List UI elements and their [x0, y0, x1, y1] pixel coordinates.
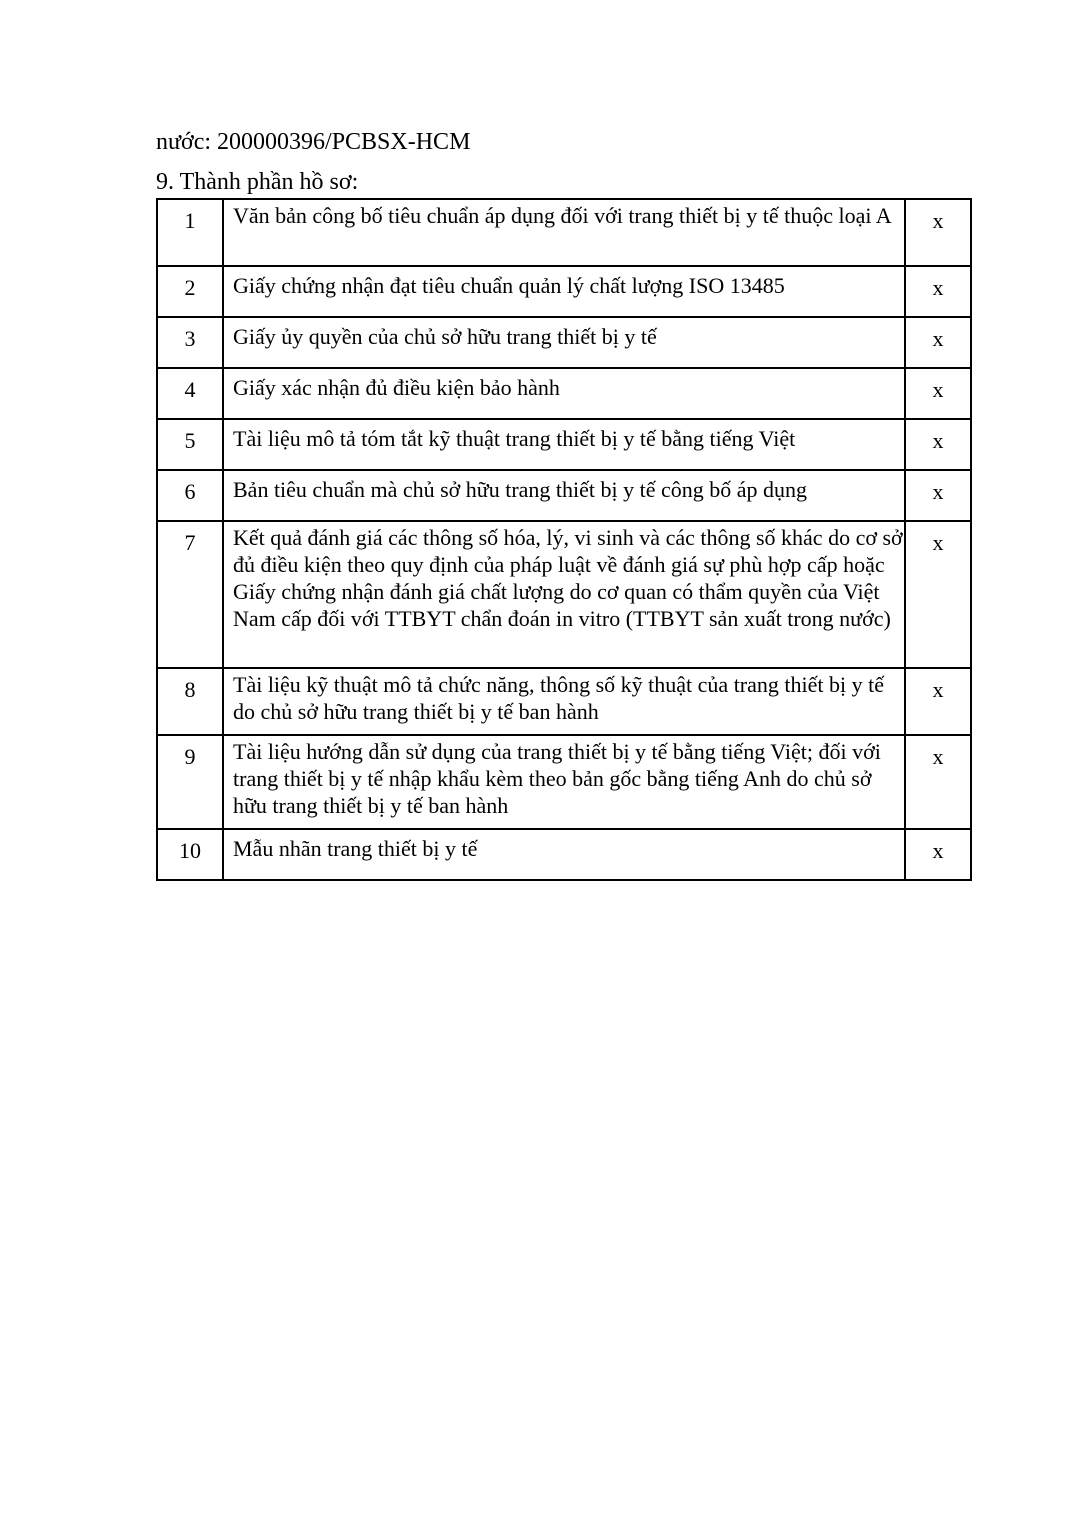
- row-number: 5: [157, 419, 223, 470]
- row-number: 4: [157, 368, 223, 419]
- row-check-mark: x: [905, 266, 971, 317]
- row-check-mark: x: [905, 735, 971, 829]
- row-description: Giấy chứng nhận đạt tiêu chuẩn quản lý chất lượng ISO 13485: [223, 266, 905, 317]
- row-description: Mẫu nhãn trang thiết bị y tế: [223, 829, 905, 880]
- row-check-mark: x: [905, 368, 971, 419]
- table-row: [157, 317, 971, 368]
- table-row: [157, 368, 971, 419]
- row-description: Tài liệu kỹ thuật mô tả chức năng, thông số kỹ thuật của trang thiết bị y tế do chủ sở hữu trang thiết bị y tế ban hành: [223, 668, 905, 735]
- table-row: [157, 266, 971, 317]
- row-check-mark: x: [905, 470, 971, 521]
- row-description: Kết quả đánh giá các thông số hóa, lý, vi sinh và các thông số khác do cơ sở đủ điều kiện theo quy định của pháp luật về đánh giá sự phù hợp cấp hoặc Giấy chứng nhận đánh giá chất lượng do cơ quan có thẩm quyền của Việt Nam cấp đối với TTBYT chẩn đoán in vitro (TTBYT sản xuất trong nước): [223, 521, 905, 668]
- row-check-mark: x: [905, 419, 971, 470]
- row-number: 1: [157, 199, 223, 266]
- row-number: 2: [157, 266, 223, 317]
- row-check-mark: x: [905, 199, 971, 266]
- table-row: [157, 419, 971, 470]
- table-row: [157, 735, 971, 829]
- table-row: [157, 829, 971, 880]
- row-check-mark: x: [905, 829, 971, 880]
- row-number: 10: [157, 829, 223, 880]
- previous-page-continuation-line: nước: 200000396/PCBSX-HCM: [156, 129, 471, 155]
- row-description: Văn bản công bố tiêu chuẩn áp dụng đối với trang thiết bị y tế thuộc loại A: [223, 199, 905, 266]
- row-description: Giấy ủy quyền của chủ sở hữu trang thiết bị y tế: [223, 317, 905, 368]
- row-check-mark: x: [905, 668, 971, 735]
- table-row: [157, 521, 971, 668]
- row-description: Tài liệu hướng dẫn sử dụng của trang thiết bị y tế bằng tiếng Việt; đối với trang thiết bị y tế nhập khẩu kèm theo bản gốc bằng tiếng Anh do chủ sở hữu trang thiết bị y tế ban hành: [223, 735, 905, 829]
- row-description: Tài liệu mô tả tóm tắt kỹ thuật trang thiết bị y tế bằng tiếng Việt: [223, 419, 905, 470]
- section-heading: 9. Thành phần hồ sơ:: [156, 169, 359, 195]
- row-number: 9: [157, 735, 223, 829]
- row-check-mark: x: [905, 521, 971, 668]
- row-description: Giấy xác nhận đủ điều kiện bảo hành: [223, 368, 905, 419]
- dossier-components-table: [156, 198, 972, 881]
- table-row: [157, 199, 971, 266]
- row-number: 3: [157, 317, 223, 368]
- row-number: 7: [157, 521, 223, 668]
- row-number: 6: [157, 470, 223, 521]
- row-check-mark: x: [905, 317, 971, 368]
- row-number: 8: [157, 668, 223, 735]
- table-row: [157, 668, 971, 735]
- table-row: [157, 470, 971, 521]
- row-description: Bản tiêu chuẩn mà chủ sở hữu trang thiết bị y tế công bố áp dụng: [223, 470, 905, 521]
